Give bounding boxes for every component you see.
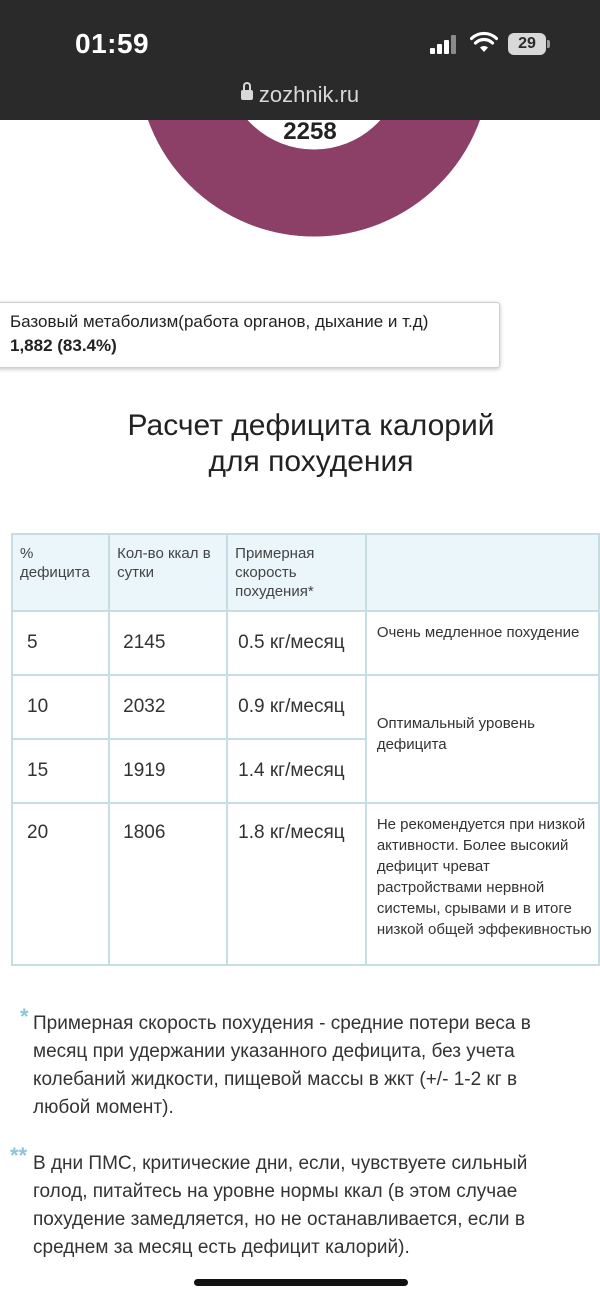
calorie-donut-chart (0, 120, 600, 310)
footnote-speed: Примерная скорость похудения - средние потери веса в месяц при удержании указанного дефицита, без учета колебаний жидкости, пищевой массы в жкт (+/- 1-2 кг в любой момент). (33, 1013, 531, 1118)
cell-speed: 0.5 кг/месяц (227, 611, 366, 675)
url-bar[interactable] (0, 82, 600, 108)
cellular-signal-icon (430, 34, 458, 54)
url-text: zozhnik.ru (258, 82, 360, 107)
tooltip-value: 1,882 (83.4%) (10, 336, 117, 355)
cell-kcal: 1919 (109, 739, 227, 803)
cell-kcal: 1806 (109, 803, 227, 965)
section-title-line1: Расчет дефицита калорий (127, 409, 495, 442)
cell-speed: 1.8 кг/месяц (227, 803, 366, 965)
donut-percent-label: 83.4% (226, 233, 276, 252)
cell-deficit: 10 (12, 675, 109, 739)
footnote-star-icon: * (20, 1004, 29, 1029)
section-title-line2: для похудения (208, 445, 414, 478)
cell-deficit: 5 (12, 611, 109, 675)
cell-speed: 0.9 кг/месяц (227, 675, 366, 739)
cell-note-optimal: Оптимальный уровень дефицита (366, 675, 599, 803)
section-title (0, 408, 600, 480)
status-time: 01:59 (75, 28, 150, 59)
cell-speed: 1.4 кг/месяц (227, 739, 366, 803)
battery-indicator: 29 (508, 33, 546, 55)
table-header-row (12, 534, 599, 611)
chart-tooltip (0, 302, 500, 368)
cell-kcal: 2032 (109, 675, 227, 739)
footnote-pms: В дни ПМС, критические дни, если, чувствуете сильный голод, питайтесь на уровне нормы ккал (в этом случае похудение замедляется, но не останавливается, если в среднем за месяц есть дефицит калорий). (33, 1153, 528, 1258)
cell-note-warning: Не рекомендуется при низкой активности. Более высокий дефицит чреват растройствами нервной системы, срывами и в итоге низкой общей эффекивностью (366, 803, 599, 965)
cell-note-slow: Очень медленное похудение (366, 611, 599, 675)
header-speed: Примерная скорость похудения* (227, 534, 366, 611)
footnote-double-star-icon: ** (10, 1143, 28, 1168)
table-row (12, 675, 599, 739)
cell-kcal: 2145 (109, 611, 227, 675)
cell-deficit: 15 (12, 739, 109, 803)
header-deficit: % дефицита (12, 534, 109, 611)
header-kcal: Кол-во ккал в сутки (109, 534, 227, 611)
header-note (366, 534, 599, 611)
cell-deficit: 20 (12, 803, 109, 965)
table-row (12, 803, 599, 965)
home-indicator[interactable] (194, 1279, 408, 1286)
donut-total-value: 2258 (283, 118, 337, 145)
wifi-icon (470, 31, 498, 53)
deficit-table (11, 533, 600, 966)
battery-tip (547, 40, 550, 48)
tooltip-label: Базовый метаболизм(работа органов, дыхание и т.д) (10, 312, 429, 331)
status-bar (0, 0, 600, 120)
table-row (12, 611, 599, 675)
lock-icon (241, 88, 253, 103)
donut-ring (0, 120, 600, 310)
